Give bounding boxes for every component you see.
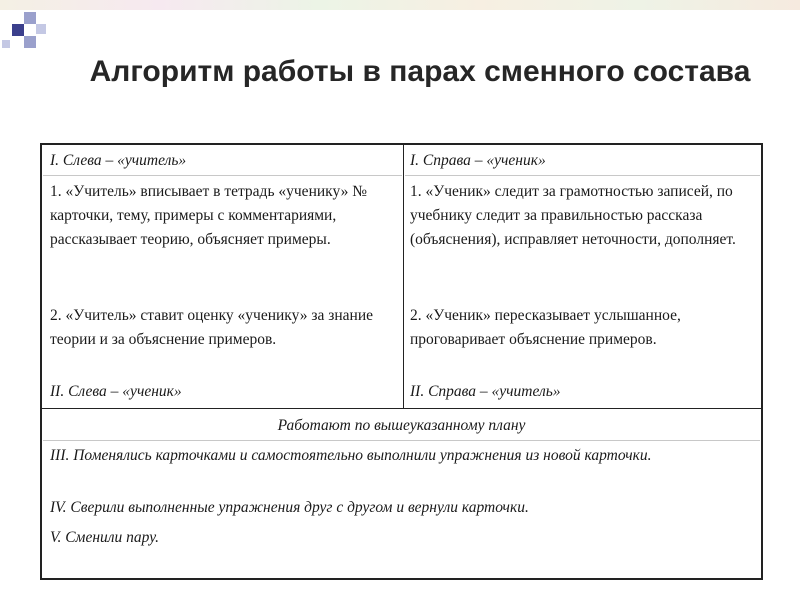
step-5: V. Сменили пару. (50, 529, 159, 546)
decor-square (2, 40, 10, 48)
step-3: III. Поменялись карточками и самостоятельно выполнили упражнения из новой карточки. (50, 447, 652, 464)
right-heading-divider (405, 175, 760, 176)
right-footer: II. Справа – «учитель» (410, 383, 561, 400)
right-item-2: 2. «Ученик» пересказывает услышанное, проговаривает объяснение примеров. (410, 307, 681, 348)
plan-heading: Работают по вышеуказанному плану (277, 417, 526, 434)
step-4: IV. Сверили выполненные упражнения друг с другом и вернули карточки. (50, 499, 529, 516)
top-decorative-strip (0, 0, 800, 10)
left-column (42, 145, 403, 408)
decor-square (24, 36, 36, 48)
decor-square (36, 24, 46, 34)
left-heading: I. Слева – «учитель» (50, 152, 187, 169)
left-footer: II. Слева – «ученик» (50, 383, 182, 400)
right-column (404, 145, 761, 408)
right-item-1: 1. «Ученик» следит за грамотностью записей, по учебнику следит за правильностью рассказа (объяснения), исправляет неточности, дополняет. (410, 183, 736, 248)
page-title: Алгоритм работы в парах сменного состава (89, 55, 751, 88)
decor-square (24, 12, 36, 24)
bottom-section (42, 409, 761, 578)
left-item-2: 2. «Учитель» ставит оценку «ученику» за знание теории и за объяснение примеров. (50, 307, 374, 348)
corner-squares-decoration (0, 0, 60, 60)
algorithm-table (40, 143, 763, 580)
plan-heading-divider (43, 440, 760, 441)
left-item-1: 1. «Учитель» вписывает в тетрадь «ученику» № карточки, тему, примеры с комментариями, рассказывает теорию, объясняет примеры. (50, 183, 368, 248)
decor-square (12, 24, 24, 36)
right-heading: I. Справа – «ученик» (410, 152, 546, 169)
left-heading-divider (43, 175, 402, 176)
